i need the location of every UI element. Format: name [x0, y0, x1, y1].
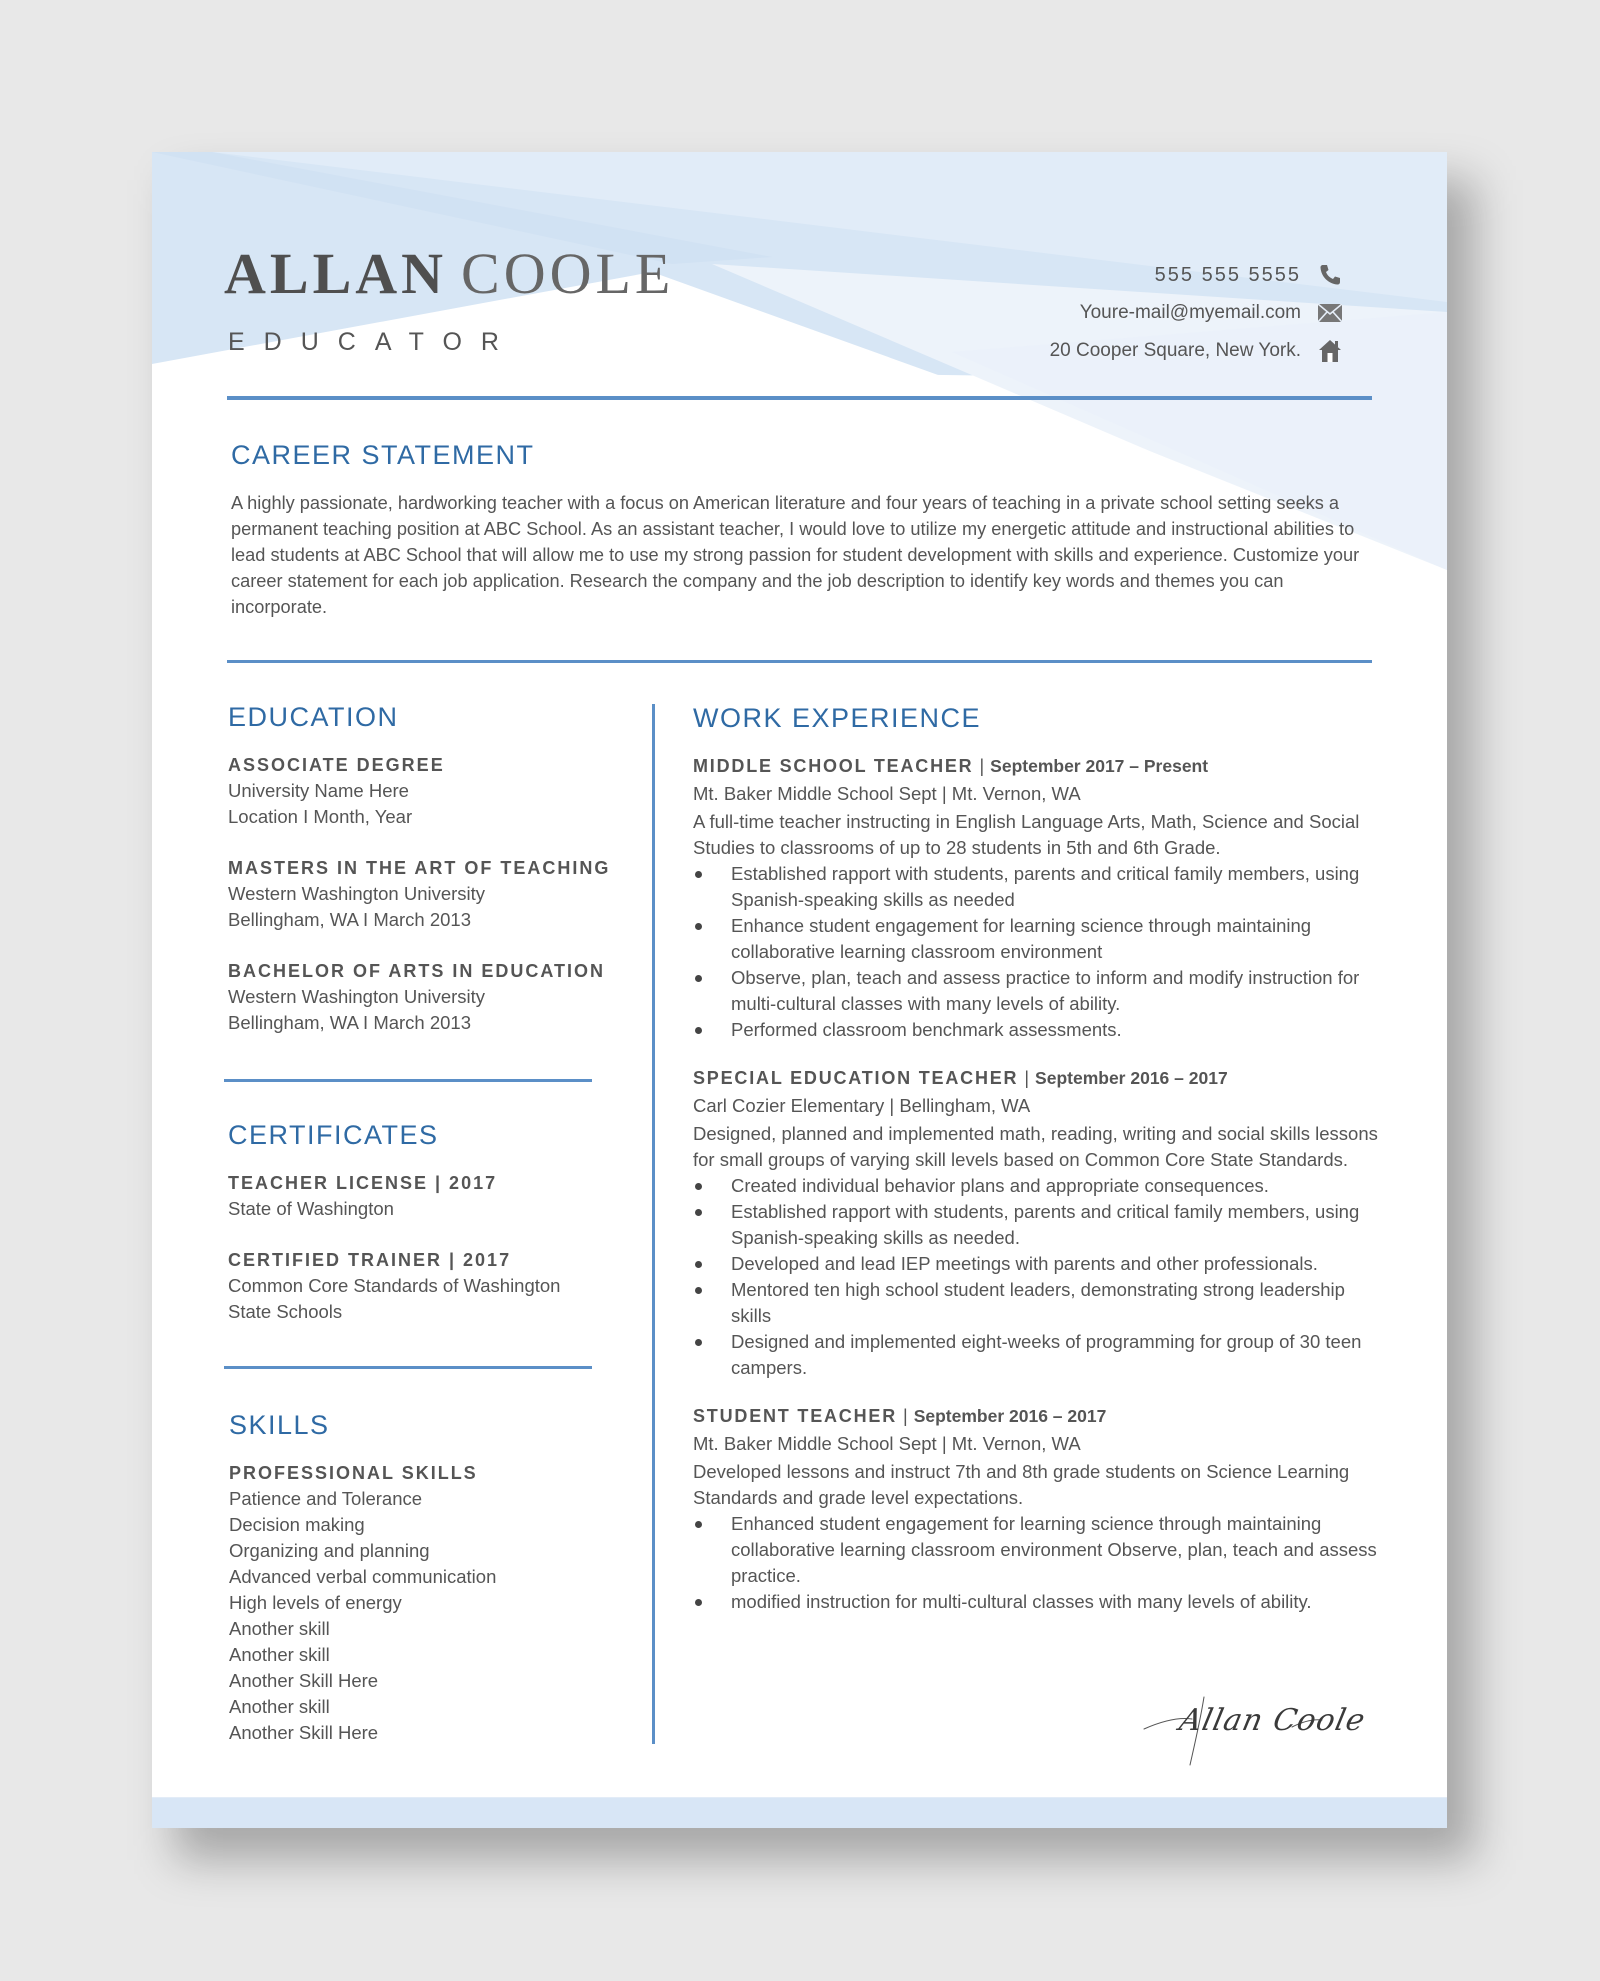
bullet-item [693, 861, 1383, 913]
skill-item: Organizing and planning [229, 1540, 430, 1561]
bullet-dot-icon [695, 975, 702, 982]
skill-item: Advanced verbal communication [229, 1566, 497, 1587]
resume-page [152, 152, 1447, 1828]
bullet-dot-icon [695, 1027, 702, 1034]
job-header [693, 1065, 1383, 1092]
bullet-item [693, 913, 1383, 965]
job-description: Developed lessons and instruct 7th and 8th grade students on Science Learning Standards and grade level expectations. [693, 1461, 1350, 1508]
bullet-text: Established rapport with students, parents and critical family members, using Spanish-speaking skills as needed [731, 863, 1360, 910]
bullet-item [693, 1199, 1383, 1251]
certificate-entry [228, 1170, 628, 1222]
skill-item: Decision making [229, 1514, 365, 1535]
job-title: EDUCATOR [228, 328, 518, 356]
home-icon [1317, 339, 1343, 363]
separator: | [979, 756, 985, 776]
job-employer: Mt. Baker Middle School Sept [693, 783, 937, 804]
bullet-item [693, 1251, 1383, 1277]
bullet-dot-icon [695, 1261, 702, 1268]
job-bullets [693, 1173, 1383, 1381]
bullet-text: modified instruction for multi-cultural classes with many levels of ability. [731, 1591, 1312, 1612]
email-address[interactable]: Youre-mail@myemail.com [1079, 302, 1301, 323]
job-employer-line [693, 1430, 1383, 1457]
job-dates: September 2017 – Present [990, 756, 1209, 776]
skill-item: Another skill [229, 1696, 330, 1717]
skill-item: Patience and Tolerance [229, 1488, 423, 1509]
bullet-text: Enhance student engagement for learning science through maintaining collaborative learning classroom environment [731, 915, 1312, 962]
certificates-heading: CERTIFICATES [228, 1120, 439, 1150]
bullet-text: Designed and implemented eight-weeks of programming for group of 30 teen campers. [731, 1331, 1362, 1378]
bullet-text: Established rapport with students, parents and critical family members, using Spanish-speaking skills as needed. [731, 1201, 1360, 1248]
job-entry [693, 1403, 1383, 1615]
certificates-list [228, 1170, 628, 1350]
contact-block [1050, 256, 1343, 370]
bullet-dot-icon [695, 1521, 702, 1528]
skills-subheading: PROFESSIONAL SKILLS [229, 1463, 478, 1483]
footer-band [152, 1797, 1447, 1828]
job-dates: September 2016 – 2017 [1035, 1068, 1228, 1088]
bullet-dot-icon [695, 1287, 702, 1294]
certificate-title: TEACHER LICENSE | 2017 [228, 1173, 498, 1193]
skills-list [229, 1460, 629, 1746]
education-list [228, 752, 628, 1061]
bullet-text: Observe, plan, teach and assess practice to inform and modify instruction for multi-cultural classes with many levels of ability. [731, 967, 1360, 1014]
education-entry [228, 752, 628, 830]
phone-number: 555 555 5555 [1154, 263, 1301, 286]
signature-name: Allan Coole [1176, 1703, 1369, 1738]
bullet-item [693, 1173, 1383, 1199]
skill-item: Another Skill Here [229, 1722, 379, 1743]
bullet-text: Mentored ten high school student leaders, demonstrating strong leadership skills [731, 1279, 1345, 1326]
work-experience-heading: WORK EXPERIENCE [693, 703, 982, 733]
job-employer: Carl Cozier Elementary [693, 1095, 885, 1116]
education-entry [228, 958, 628, 1036]
separator: | [936, 783, 952, 804]
bullet-item [693, 1277, 1383, 1329]
certificate-issuer: Common Core Standards of Washington [228, 1275, 561, 1296]
contact-email [1050, 294, 1343, 332]
candidate-name [224, 240, 674, 307]
job-employer-line [693, 780, 1383, 807]
last-name: COOLE [461, 241, 675, 306]
education-entry [228, 855, 628, 933]
job-employer-line [693, 1092, 1383, 1119]
education-details: Bellingham, WA I March 2013 [228, 909, 472, 930]
bullet-text: Enhanced student engagement for learning science through maintaining collaborative learning classroom environment Observe, plan, teach and assess practice. [731, 1513, 1377, 1586]
phone-icon [1317, 263, 1343, 287]
envelope-icon [1317, 301, 1343, 325]
school-name: Western Washington University [228, 883, 486, 904]
career-statement-text: A highly passionate, hardworking teacher with a focus on American literature and four years of teaching in a private school setting seeks a permanent teaching position at ABC School. As an assistant teacher, I would love to utilize my energetic attitude and instructional abilities to lead students at ABC School that will allow me to use my strong passion for student development with skills and experience. Customize your career statement for each job application. Research the company and the job description to identify key words and themes you can incorporate. [231, 493, 1360, 617]
skill-item: Another skill [229, 1644, 330, 1665]
bullet-item [693, 1589, 1383, 1615]
certificate-issuer-cont: State Schools [228, 1301, 343, 1322]
work-experience-list [693, 753, 1383, 1637]
bullet-item [693, 1329, 1383, 1381]
bullet-text: Performed classroom benchmark assessments. [731, 1019, 1122, 1040]
header-divider [227, 396, 1372, 400]
career-statement-heading: CAREER STATEMENT [231, 440, 535, 470]
skills-heading: SKILLS [229, 1410, 330, 1440]
job-entry [693, 1065, 1383, 1381]
job-employer: Mt. Baker Middle School Sept [693, 1433, 937, 1454]
certificates-divider [224, 1366, 592, 1369]
job-role: SPECIAL EDUCATION TEACHER [693, 1068, 1019, 1088]
bullet-dot-icon [695, 1183, 702, 1190]
education-details: Location I Month, Year [228, 806, 413, 827]
education-details: Bellingham, WA I March 2013 [228, 1012, 472, 1033]
bullet-item [693, 965, 1383, 1017]
bullet-dot-icon [695, 1209, 702, 1216]
bullet-text: Developed and lead IEP meetings with parents and other professionals. [731, 1253, 1318, 1274]
certificate-title: CERTIFIED TRAINER | 2017 [228, 1250, 512, 1270]
job-bullets [693, 1511, 1383, 1615]
job-entry [693, 753, 1383, 1043]
job-role: MIDDLE SCHOOL TEACHER [693, 756, 974, 776]
signature [1142, 1677, 1392, 1772]
job-role: STUDENT TEACHER [693, 1406, 898, 1426]
separator: | [1024, 1068, 1030, 1088]
job-location: Mt. Vernon, WA [951, 783, 1081, 804]
bullet-dot-icon [695, 923, 702, 930]
contact-address [1050, 332, 1343, 370]
career-divider [227, 660, 1372, 663]
school-name: Western Washington University [228, 986, 486, 1007]
bullet-dot-icon [695, 871, 702, 878]
job-bullets [693, 861, 1383, 1043]
bullet-item [693, 1511, 1383, 1589]
job-dates: September 2016 – 2017 [913, 1406, 1107, 1426]
job-location: Bellingham, WA [899, 1095, 1031, 1116]
header-background-shapes [152, 152, 1447, 712]
bullet-item [693, 1017, 1383, 1043]
certificate-entry [228, 1247, 628, 1325]
school-name: University Name Here [228, 780, 409, 801]
bullet-dot-icon [695, 1339, 702, 1346]
education-divider [224, 1079, 592, 1082]
job-location: Mt. Vernon, WA [951, 1433, 1081, 1454]
degree-title: BACHELOR OF ARTS IN EDUCATION [228, 961, 605, 981]
first-name: ALLAN [224, 241, 448, 306]
bullet-text: Created individual behavior plans and appropriate consequences. [731, 1175, 1269, 1196]
contact-phone [1050, 256, 1343, 294]
separator: | [884, 1095, 900, 1116]
skill-item: High levels of energy [229, 1592, 402, 1613]
bullet-dot-icon [695, 1599, 702, 1606]
degree-title: ASSOCIATE DEGREE [228, 755, 445, 775]
skill-item: Another Skill Here [229, 1670, 379, 1691]
job-header [693, 753, 1383, 780]
separator: | [936, 1433, 952, 1454]
job-header [693, 1403, 1383, 1430]
degree-title: MASTERS IN THE ART OF TEACHING [228, 858, 611, 878]
skill-item: Another skill [229, 1618, 330, 1639]
address-text: 20 Cooper Square, New York. [1049, 340, 1301, 361]
job-description: Designed, planned and implemented math, reading, writing and social skills lessons for small groups of varying skill levels based on Common Core State Standards. [693, 1123, 1378, 1170]
column-divider [652, 704, 655, 1744]
job-description: A full-time teacher instructing in English Language Arts, Math, Science and Social Studies to classrooms of up to 28 students in 5th and 6th Grade. [693, 811, 1360, 858]
separator: | [903, 1406, 908, 1426]
education-heading: EDUCATION [228, 702, 399, 732]
certificate-issuer: State of Washington [228, 1198, 394, 1219]
